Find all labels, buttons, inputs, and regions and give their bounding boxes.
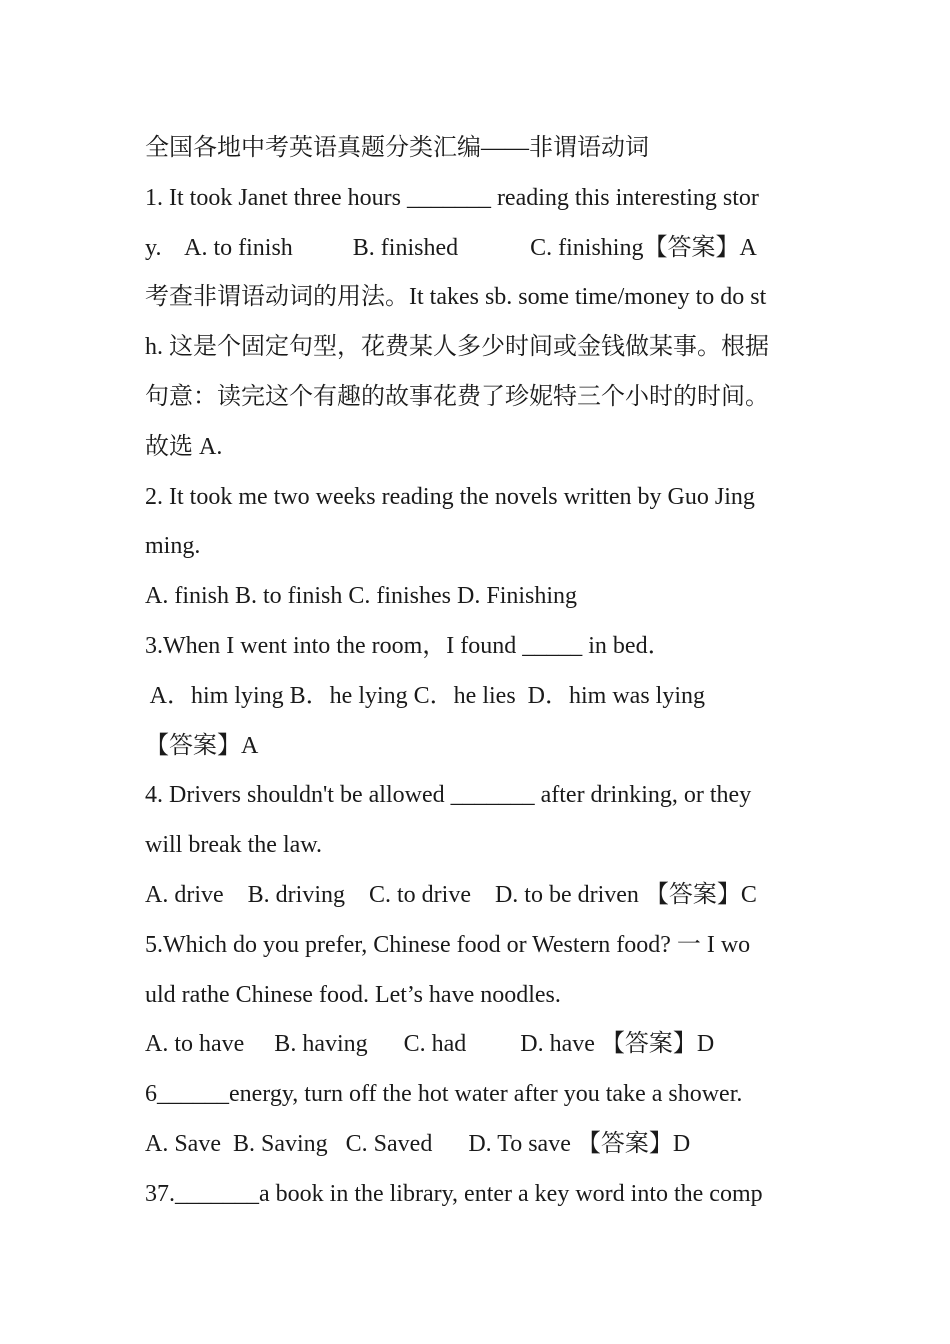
question-6-stem: 6______energy, turn off the hot water after you take a shower. — [145, 1081, 743, 1108]
question-5-stem: uld rathe Chinese food. Let’s have noodles. — [145, 981, 561, 1008]
question-1-options: y. A. to finish B. finished C. finishing【答案】A — [145, 234, 757, 261]
question-1-explanation: 句意：读完这个有趣的故事花费了珍妮特三个小时的时间。 — [145, 383, 769, 410]
question-2-stem: ming. — [145, 533, 201, 560]
document-body — [145, 124, 810, 1220]
question-3-answer: 【答案】A — [145, 732, 259, 759]
question-4-options: A. drive B. driving C. to drive D. to be driven 【答案】C — [145, 881, 757, 908]
question-6-options: A. Save B. Saving C. Saved D. To save 【答案】D — [145, 1130, 691, 1157]
question-1-conclusion: 故选 A. — [145, 433, 223, 460]
question-3-options: A．him lying B．he lying C．he lies D．him was lying — [145, 682, 705, 709]
question-5-stem: 5.Which do you prefer, Chinese food or Western food? 一 I wo — [145, 931, 751, 958]
question-2-options: A. finish B. to finish C. finishes D. Finishing — [145, 583, 578, 610]
question-2-stem: 2. It took me two weeks reading the novels written by Guo Jing — [145, 483, 755, 510]
question-37-stem: 37._______a book in the library, enter a key word into the comp — [145, 1180, 763, 1207]
question-3-stem: 3.When I went into the room，I found _____ in bed． — [145, 632, 672, 659]
question-4-stem: 4. Drivers shouldn't be allowed _______ after drinking, or they — [145, 782, 752, 809]
question-5-options: A. to have B. having C. had D. have 【答案】D — [145, 1031, 715, 1058]
question-4-stem: will break the law. — [145, 832, 323, 859]
document-title: 全国各地中考英语真题分类汇编——非谓语动词 — [145, 135, 649, 161]
question-1-explanation: 考查非谓语动词的用法。It takes sb. some time/money to do st — [145, 284, 767, 311]
question-1-explanation: h. 这是个固定句型，花费某人多少时间或金钱做某事。根据 — [145, 334, 769, 361]
question-1-stem: 1. It took Janet three hours _______ reading this interesting stor — [145, 184, 759, 211]
